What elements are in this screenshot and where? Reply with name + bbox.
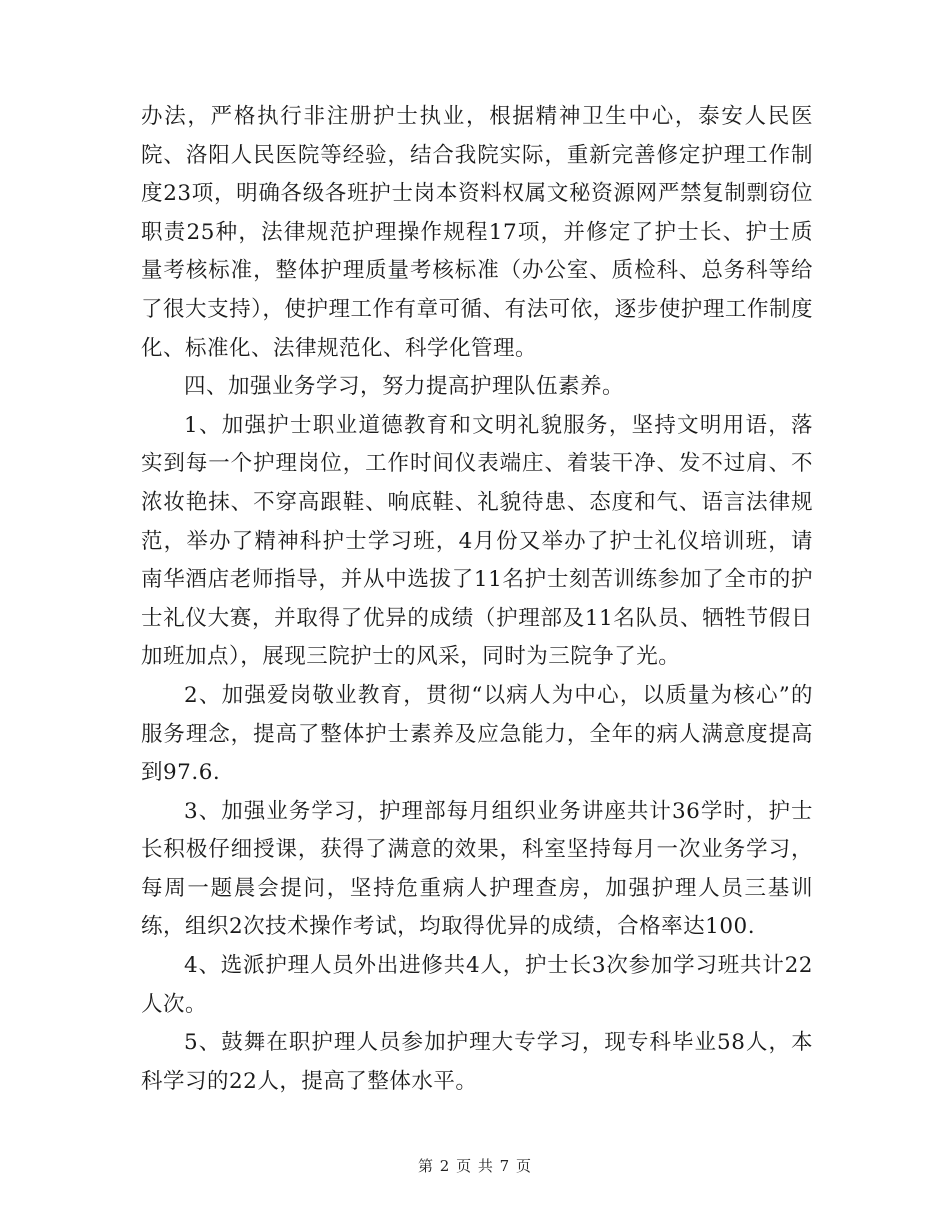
paragraph-item-3: 3、加强业务学习，护理部每月组织业务讲座共计36学时，护士长积极仔细授课，获得了满意的效果，科室坚持每月一次业务学习，每周一题晨会提问，坚持危重病人护理查房，加强护理人员三基训练，组织2次技术操作考试，均取得优异的成绩，合格率达100. bbox=[141, 798, 813, 940]
paragraph-1: 办法，严格执行非注册护士执业，根据精神卫生中心，泰安人民医院、洛阳人民医院等经验，结合我院实际，重新完善修定护理工作制度23项，明确各级各班护士岗本资料权属文秘资源网严禁复制剽窃位职责25种，法律规范护理操作规程17项，并修定了护士长、护士质量考核标准，整体护理质量考核标准（办公室、质检科、总务科等给了很大支持），使护理工作有章可循、有法可依，逐步使护理工作制度化、标准化、法律规范化、科学化管理。 bbox=[141, 104, 813, 361]
paragraph-item-5: 5、鼓舞在职护理人员参加护理大专学习，现专科毕业58人，本科学习的22人，提高了整体水平。 bbox=[141, 1030, 813, 1094]
page-number-footer: 第 2 页 共 7 页 bbox=[418, 1157, 532, 1175]
paragraph-item-4: 4、选派护理人员外出进修共4人，护士长3次参加学习班共计22人次。 bbox=[141, 953, 813, 1017]
section-heading: 四、加强业务学习，努力提高护理队伍素养。 bbox=[184, 374, 625, 400]
document-body bbox=[141, 98, 813, 1101]
paragraph-item-1: 1、加强护士职业道德教育和文明礼貌服务，坚持文明用语，落实到每一个护理岗位，工作时间仪表端庄、着装干净、发不过肩、不浓妆艳抹、不穿高跟鞋、响底鞋、礼貌待患、态度和气、语言法律规范，举办了精神科护士学习班，4月份又举办了护士礼仪培训班，请南华酒店老师指导，并从中选拔了11名护士刻苦训练参加了全市的护士礼仪大赛，并取得了优异的成绩（护理部及11名队员、牺牲节假日加班加点），展现三院护士的风采，同时为三院争了光。 bbox=[141, 412, 813, 670]
paragraph-item-2: 2、加强爱岗敬业教育，贯彻“以病人为中心，以质量为核心”的服务理念，提高了整体护士素养及应急能力，全年的病人满意度提高到97.6. bbox=[141, 682, 813, 786]
